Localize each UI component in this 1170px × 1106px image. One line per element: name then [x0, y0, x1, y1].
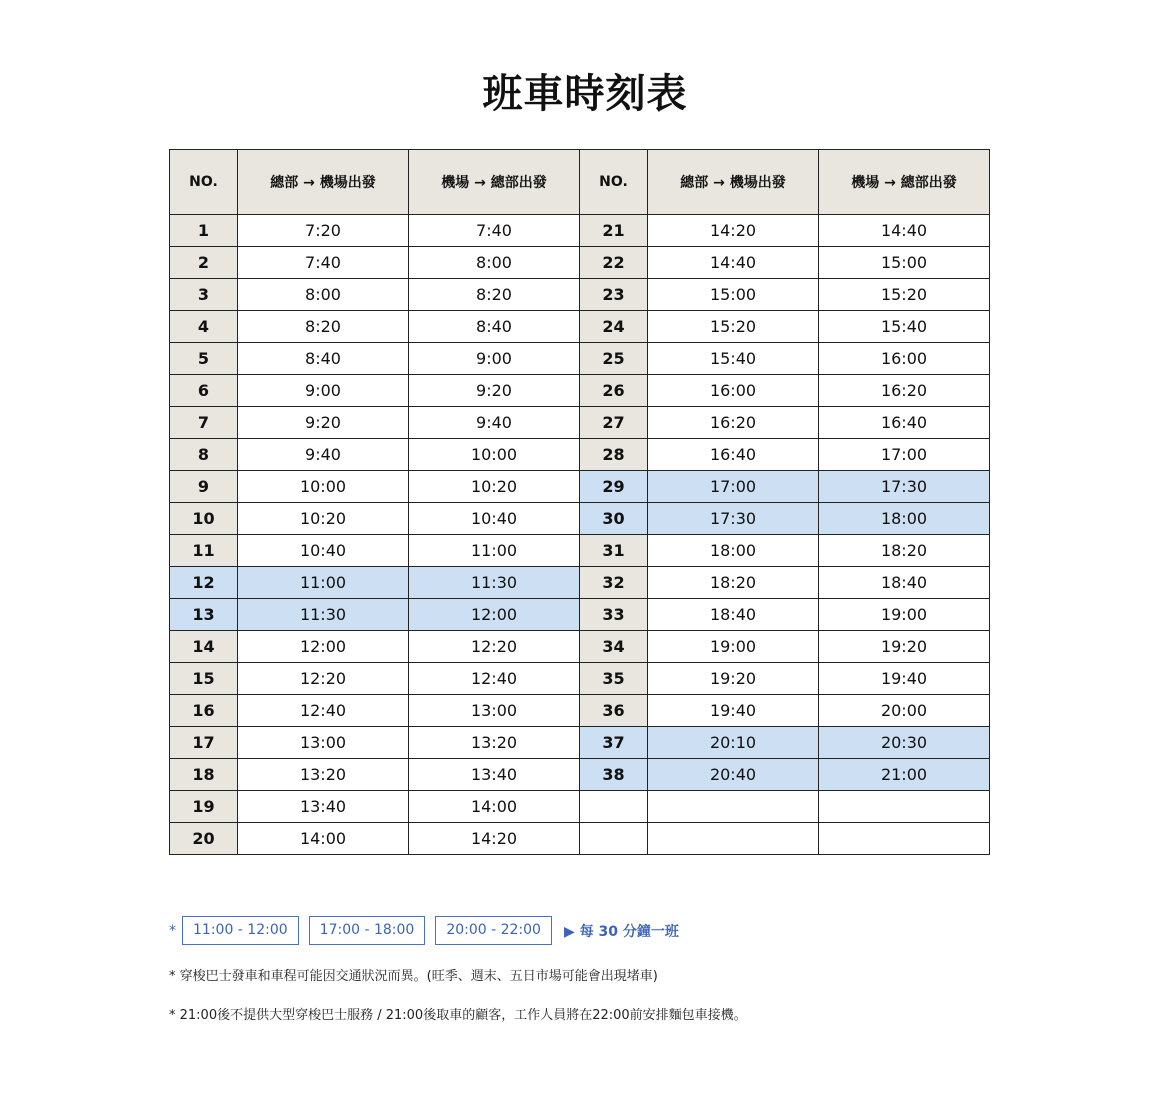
table-row: [170, 631, 990, 663]
table-row: [170, 471, 990, 503]
trip-no: 7: [170, 407, 238, 439]
hq-to-airport-time: 14:00: [238, 823, 409, 855]
airport-to-hq-time: 10:00: [409, 439, 580, 471]
hq-to-airport-time: 19:40: [648, 695, 819, 727]
airport-to-hq-time: 17:30: [819, 471, 990, 503]
trip-no: 14: [170, 631, 238, 663]
trip-no: 21: [580, 215, 648, 247]
hq-to-airport-time: 15:20: [648, 311, 819, 343]
hq-to-airport-time: 12:00: [238, 631, 409, 663]
airport-to-hq-time: 21:00: [819, 759, 990, 791]
table-row: [170, 791, 990, 823]
table-row: [170, 343, 990, 375]
airport-to-hq-time: 15:40: [819, 311, 990, 343]
hq-to-airport-time: 20:40: [648, 759, 819, 791]
airport-to-hq-time: 14:40: [819, 215, 990, 247]
hq-to-airport-time: 10:00: [238, 471, 409, 503]
hq-to-airport-time: 10:20: [238, 503, 409, 535]
hq-to-airport-time: 8:20: [238, 311, 409, 343]
table-row: [170, 663, 990, 695]
traffic-note: * 穿梭巴士發車和車程可能因交通狀況而異。(旺季、週末、五日市場可能會出現堵車): [169, 969, 658, 984]
trip-no: 12: [170, 567, 238, 599]
trip-no: 18: [170, 759, 238, 791]
hq-to-airport-time: 17:00: [648, 471, 819, 503]
airport-to-hq-time: 20:30: [819, 727, 990, 759]
hq-to-airport-time: 19:20: [648, 663, 819, 695]
trip-no: 1: [170, 215, 238, 247]
airport-to-hq-time: 18:40: [819, 567, 990, 599]
trip-no: 33: [580, 599, 648, 631]
trip-no: 36: [580, 695, 648, 727]
trip-no: 22: [580, 247, 648, 279]
empty-cell: [648, 791, 819, 823]
airport-to-hq-time: 8:00: [409, 247, 580, 279]
header-airport-to-hq-left: 機場 → 總部出發: [409, 150, 580, 215]
airport-to-hq-time: 9:20: [409, 375, 580, 407]
trip-no: 24: [580, 311, 648, 343]
table-row: [170, 407, 990, 439]
legend-frequency-note: ▶ 每 30 分鐘一班: [563, 923, 679, 940]
table-row: [170, 279, 990, 311]
hq-to-airport-time: 11:30: [238, 599, 409, 631]
header-hq-to-airport-left: 總部 → 機場出發: [238, 150, 409, 215]
hq-to-airport-time: 12:40: [238, 695, 409, 727]
airport-to-hq-time: 16:20: [819, 375, 990, 407]
airport-to-hq-time: 19:00: [819, 599, 990, 631]
airport-to-hq-time: 19:40: [819, 663, 990, 695]
trip-no: 30: [580, 503, 648, 535]
header-no-right: NO.: [580, 150, 648, 215]
empty-cell: [648, 823, 819, 855]
trip-no: 10: [170, 503, 238, 535]
airport-to-hq-time: 19:20: [819, 631, 990, 663]
legend-range-2: 17:00 - 18:00: [309, 916, 426, 945]
table-row: [170, 695, 990, 727]
hq-to-airport-time: 7:20: [238, 215, 409, 247]
empty-cell: [580, 823, 648, 855]
airport-to-hq-time: 11:30: [409, 567, 580, 599]
header-no-left: NO.: [170, 150, 238, 215]
legend-range-3: 20:00 - 22:00: [435, 916, 552, 945]
table-row: [170, 567, 990, 599]
trip-no: 9: [170, 471, 238, 503]
airport-to-hq-time: 18:20: [819, 535, 990, 567]
airport-to-hq-time: 16:40: [819, 407, 990, 439]
airport-to-hq-time: 20:00: [819, 695, 990, 727]
trip-no: 37: [580, 727, 648, 759]
hq-to-airport-time: 17:30: [648, 503, 819, 535]
table-row: [170, 535, 990, 567]
hq-to-airport-time: 14:40: [648, 247, 819, 279]
trip-no: 8: [170, 439, 238, 471]
airport-to-hq-time: 10:40: [409, 503, 580, 535]
hq-to-airport-time: 8:00: [238, 279, 409, 311]
airport-to-hq-time: 9:00: [409, 343, 580, 375]
table-row: [170, 759, 990, 791]
hq-to-airport-time: 10:40: [238, 535, 409, 567]
hq-to-airport-time: 18:20: [648, 567, 819, 599]
airport-to-hq-time: 14:20: [409, 823, 580, 855]
airport-to-hq-time: 13:00: [409, 695, 580, 727]
trip-no: 27: [580, 407, 648, 439]
trip-no: 31: [580, 535, 648, 567]
hq-to-airport-time: 13:00: [238, 727, 409, 759]
schedule-table: [169, 149, 990, 855]
trip-no: 25: [580, 343, 648, 375]
airport-to-hq-time: 13:40: [409, 759, 580, 791]
hq-to-airport-time: 16:20: [648, 407, 819, 439]
header-airport-to-hq-right: 機場 → 總部出發: [819, 150, 990, 215]
legend-star: *: [169, 922, 176, 939]
table-row: [170, 311, 990, 343]
airport-to-hq-time: 18:00: [819, 503, 990, 535]
airport-to-hq-time: 15:20: [819, 279, 990, 311]
hq-to-airport-time: 7:40: [238, 247, 409, 279]
hq-to-airport-time: 13:40: [238, 791, 409, 823]
trip-no: 19: [170, 791, 238, 823]
empty-cell: [819, 791, 990, 823]
airport-to-hq-time: 10:20: [409, 471, 580, 503]
header-hq-to-airport-right: 總部 → 機場出發: [648, 150, 819, 215]
legend-range-1: 11:00 - 12:00: [182, 916, 299, 945]
trip-no: 3: [170, 279, 238, 311]
airport-to-hq-time: 15:00: [819, 247, 990, 279]
hq-to-airport-time: 8:40: [238, 343, 409, 375]
hq-to-airport-time: 9:20: [238, 407, 409, 439]
trip-no: 11: [170, 535, 238, 567]
hq-to-airport-time: 18:40: [648, 599, 819, 631]
hq-to-airport-time: 15:40: [648, 343, 819, 375]
table-row: [170, 375, 990, 407]
trip-no: 23: [580, 279, 648, 311]
hq-to-airport-time: 13:20: [238, 759, 409, 791]
table-row: [170, 439, 990, 471]
hq-to-airport-time: 9:40: [238, 439, 409, 471]
airport-to-hq-time: 12:20: [409, 631, 580, 663]
trip-no: 17: [170, 727, 238, 759]
table-row: [170, 823, 990, 855]
airport-to-hq-time: 11:00: [409, 535, 580, 567]
hq-to-airport-time: 14:20: [648, 215, 819, 247]
trip-no: 2: [170, 247, 238, 279]
airport-to-hq-time: 13:20: [409, 727, 580, 759]
empty-cell: [819, 823, 990, 855]
hq-to-airport-time: 15:00: [648, 279, 819, 311]
trip-no: 29: [580, 471, 648, 503]
trip-no: 32: [580, 567, 648, 599]
header-row: [170, 150, 990, 215]
airport-to-hq-time: 8:40: [409, 311, 580, 343]
hq-to-airport-time: 18:00: [648, 535, 819, 567]
trip-no: 38: [580, 759, 648, 791]
table-row: [170, 599, 990, 631]
airport-to-hq-time: 8:20: [409, 279, 580, 311]
trip-no: 35: [580, 663, 648, 695]
empty-cell: [580, 791, 648, 823]
hq-to-airport-time: 16:00: [648, 375, 819, 407]
hq-to-airport-time: 9:00: [238, 375, 409, 407]
hq-to-airport-time: 16:40: [648, 439, 819, 471]
trip-no: 28: [580, 439, 648, 471]
airport-to-hq-time: 17:00: [819, 439, 990, 471]
table-row: [170, 503, 990, 535]
table-row: [170, 247, 990, 279]
hq-to-airport-time: 11:00: [238, 567, 409, 599]
trip-no: 34: [580, 631, 648, 663]
trip-no: 13: [170, 599, 238, 631]
table-row: [170, 727, 990, 759]
trip-no: 26: [580, 375, 648, 407]
peak-legend: [169, 916, 679, 945]
trip-no: 5: [170, 343, 238, 375]
trip-no: 4: [170, 311, 238, 343]
airport-to-hq-time: 16:00: [819, 343, 990, 375]
table-row: [170, 215, 990, 247]
airport-to-hq-time: 7:40: [409, 215, 580, 247]
hq-to-airport-time: 19:00: [648, 631, 819, 663]
trip-no: 15: [170, 663, 238, 695]
trip-no: 6: [170, 375, 238, 407]
hq-to-airport-time: 20:10: [648, 727, 819, 759]
airport-to-hq-time: 14:00: [409, 791, 580, 823]
page-title: 班車時刻表: [482, 71, 688, 117]
trip-no: 16: [170, 695, 238, 727]
airport-to-hq-time: 12:00: [409, 599, 580, 631]
airport-to-hq-time: 12:40: [409, 663, 580, 695]
hq-to-airport-time: 12:20: [238, 663, 409, 695]
airport-to-hq-time: 9:40: [409, 407, 580, 439]
trip-no: 20: [170, 823, 238, 855]
late-service-note: * 21:00後不提供大型穿梭巴士服務 / 21:00後取車的顧客，工作人員將在22:00前安排麵包車接機。: [169, 1008, 747, 1023]
